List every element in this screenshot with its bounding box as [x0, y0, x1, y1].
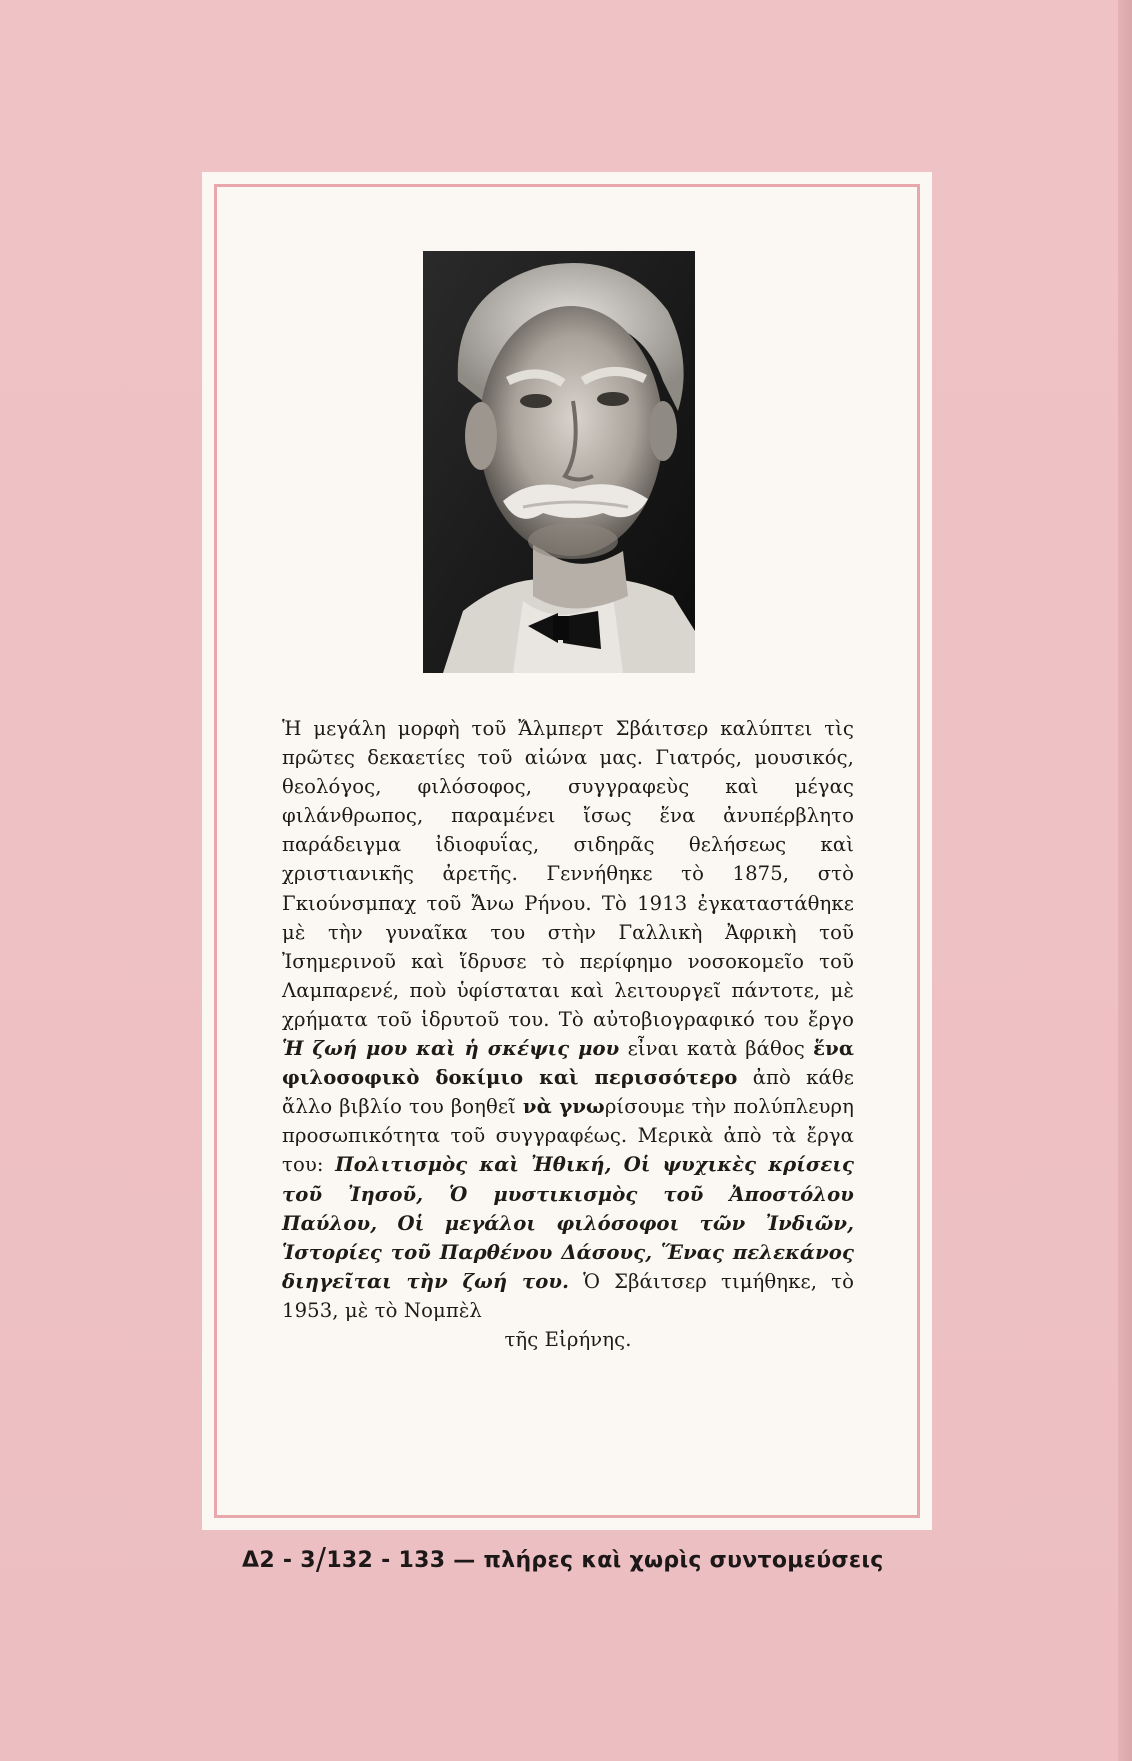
bio-bold-run: ἕνα φιλοσοφικὸ δοκίμιο καὶ περισσότερο: [282, 1037, 854, 1090]
bio-text-3: ἀπὸ κάθε ἄλλο βιβλίο του βοηθεῖ: [282, 1066, 854, 1119]
edition-code-slash: /: [315, 1542, 327, 1577]
author-portrait: [423, 251, 695, 673]
spine-edge: [1118, 0, 1132, 1761]
bio-text-5: Ὁ Σβάιτσερ τιμήθηκε, τὸ 1953, μὲ τὸ Νομπὲλ: [282, 1269, 854, 1322]
portrait-image: [423, 251, 695, 673]
edition-code-line: [242, 1542, 902, 1577]
autobiography-title: Ἡ ζωή μου καὶ ἡ σκέψις μου: [282, 1037, 620, 1061]
bio-last-line: τῆς Εἰρήνης.: [504, 1327, 632, 1351]
bio-bold-short: νὰ γνω: [522, 1095, 605, 1119]
white-panel: [202, 172, 932, 1530]
edition-note: — πλήρες καὶ χωρὶς συντομεύσεις: [445, 1548, 884, 1573]
edition-code-suffix: 132 - 133: [326, 1548, 446, 1573]
works-list: Πολιτισμὸς καὶ Ἠθική, Οἱ ψυχικὲς κρίσεις τοῦ Ἰησοῦ, Ὁ μυστικισμὸς τοῦ Ἀποστόλου Παύλου, Οἱ μεγάλοι φιλόσοφοι τῶν Ἰνδιῶν, Ἱστορίες τοῦ Παρθένου Δάσους, Ἕνας πελεκάνος διηγεῖται τὴν ζωή του.: [282, 1153, 854, 1293]
bio-text-4: ρίσουμε τὴν πολύπλευρη προσωπικότητα τοῦ συγγραφέως. Μερικὰ ἀπὸ τὰ ἔργα του:: [282, 1095, 855, 1177]
edition-code-prefix: Δ2 - 3: [242, 1548, 316, 1573]
bio-text-2: εἶναι κατὰ βάθος: [619, 1037, 814, 1061]
author-biography: [282, 714, 854, 1354]
bio-text-1: Ἡ μεγάλη μορφὴ τοῦ Ἄλμπερτ Σβάιτσερ καλύπτει τὶς πρῶτες δεκαετίες τοῦ αἰώνα μας. Γιατρός, μουσικός, θεολόγος, φιλόσοφος, συγγραφεὺς καὶ μέγας φιλάνθρωπος, παραμένει ἴσως ἕνα ἀνυπέρβλητο παράδειγμα ἰδιοφυΐας, σιδηρᾶς θελήσεως καὶ χριστιανικῆς ἀρετῆς. Γεννήθηκε τὸ 1875, στὸ Γκιούνσμπαχ τοῦ Ἄνω Ρήνου. Τὸ 1913 ἐγκαταστάθηκε μὲ τὴν γυναῖκα του στὴν Γαλλικὴ Ἀφρικὴ τοῦ Ἰσημερινοῦ καὶ ἵδρυσε τὸ περίφημο νοσοκομεῖο τοῦ Λαμπαρενέ, ποὺ ὑφίσταται καὶ λειτουργεῖ πάντοτε, μὲ χρήματα τοῦ ἱδρυτοῦ του. Τὸ αὐτοβιογραφικό του ἔργο: [282, 717, 854, 1031]
